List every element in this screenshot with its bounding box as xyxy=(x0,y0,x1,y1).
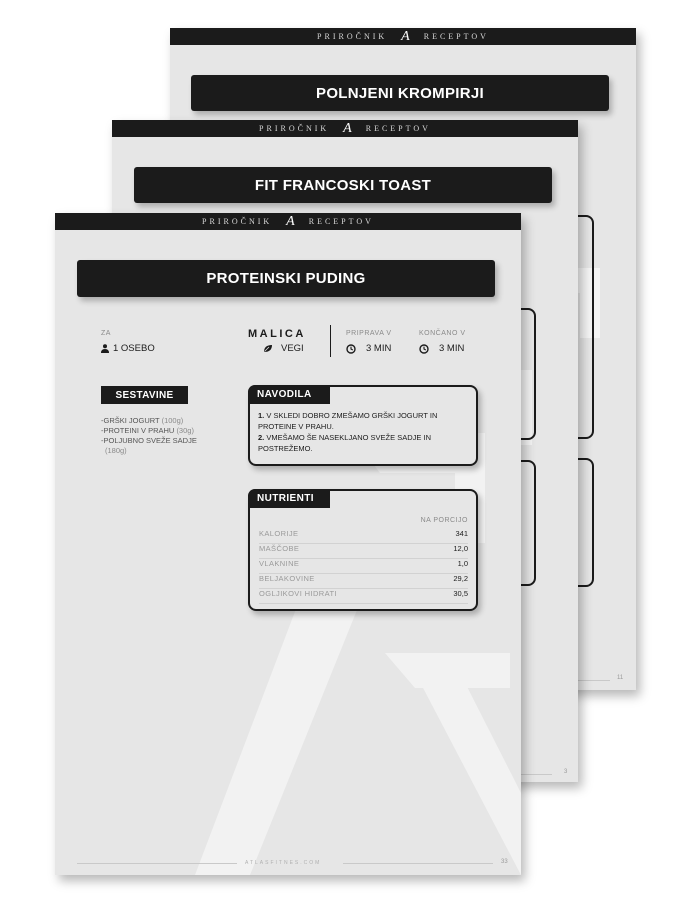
brand-mark-icon: A xyxy=(401,28,410,44)
footer-line-right xyxy=(343,863,493,864)
page-number: 33 xyxy=(501,859,508,865)
nutrient-row: MAŠČOBE 12,0 xyxy=(259,544,468,559)
person-icon xyxy=(101,344,109,353)
instructions-heading: NAVODILA xyxy=(248,385,330,404)
ingredients-heading: SESTAVINE xyxy=(101,386,188,404)
servings-label: ZA xyxy=(101,330,111,337)
diet-text: VEGI xyxy=(281,343,304,354)
instruction-step: 2. VMEŠAMO ŠE NASEKLJANO SVEŽE SADJE IN POSTREŽEMO. xyxy=(258,433,431,453)
nutrients-heading: NUTRIENTI xyxy=(248,489,330,508)
recipe-title-middle: FIT FRANCOSKI TOAST xyxy=(134,167,552,203)
recipe-title-back: POLNJENI KROMPIRJI xyxy=(191,75,609,111)
recipe-title: PROTEINSKI PUDING xyxy=(77,260,495,297)
done-label: KONČANO V xyxy=(419,330,466,337)
nutrient-row: BELJAKOVINE 29,2 xyxy=(259,574,468,589)
footer-line-left xyxy=(77,863,237,864)
recipe-page-front xyxy=(55,213,521,875)
nutrient-row: KALORIJE 341 xyxy=(259,529,468,544)
diet-value xyxy=(263,343,304,354)
clock-icon xyxy=(419,344,429,354)
watermark-logo xyxy=(155,413,521,875)
page-number: 3 xyxy=(564,769,568,775)
brand-mark-icon: A xyxy=(343,120,352,136)
ingredient-item: -POLJUBNO SVEŽE SADJE xyxy=(101,436,197,445)
instructions-card xyxy=(248,385,478,466)
done-text: 3 MIN xyxy=(439,343,465,354)
header-left-text: PRIROČNIK xyxy=(202,217,273,226)
header-right-text: RECEPTOV xyxy=(423,32,489,41)
nutrients-card xyxy=(248,489,478,611)
header-right-text: RECEPTOV xyxy=(365,124,431,133)
ingredient-item: (180g) xyxy=(105,446,127,455)
servings-text: 1 OSEBO xyxy=(113,343,155,354)
clock-icon xyxy=(346,344,356,354)
footer-website: ATLASFITNES.COM xyxy=(245,860,322,866)
header-left-text: PRIROČNIK xyxy=(259,124,330,133)
done-value xyxy=(419,343,464,354)
ingredient-item: -PROTEINI V PRAHU (30g) xyxy=(101,426,194,435)
nutrients-per-portion-label: NA PORCIJO xyxy=(420,517,468,524)
nutrient-row: VLAKNINE 1,0 xyxy=(259,559,468,574)
meal-type: MALICA xyxy=(248,328,306,340)
ingredients-list xyxy=(101,416,197,456)
leaf-icon xyxy=(263,344,273,353)
page-header xyxy=(55,213,521,230)
prep-text: 3 MIN xyxy=(366,343,392,354)
prep-label: PRIPRAVA V xyxy=(346,330,392,337)
instruction-step: 1. V SKLEDI DOBRO ZMEŠAMO GRŠKI JOGURT IN PROTEINE V PRAHU. xyxy=(258,411,438,431)
page-header xyxy=(112,120,578,137)
ingredient-item: -GRŠKI JOGURT (100g) xyxy=(101,416,184,425)
prep-value xyxy=(346,343,391,354)
header-right-text: RECEPTOV xyxy=(308,217,374,226)
page-number: 11 xyxy=(617,675,624,681)
page-header xyxy=(170,28,636,45)
header-left-text: PRIROČNIK xyxy=(317,32,388,41)
info-divider xyxy=(330,325,331,357)
nutrient-row: OGLJIKOVI HIDRATI 30,5 xyxy=(259,589,468,604)
servings-value xyxy=(101,343,155,354)
brand-mark-icon: A xyxy=(286,213,295,229)
